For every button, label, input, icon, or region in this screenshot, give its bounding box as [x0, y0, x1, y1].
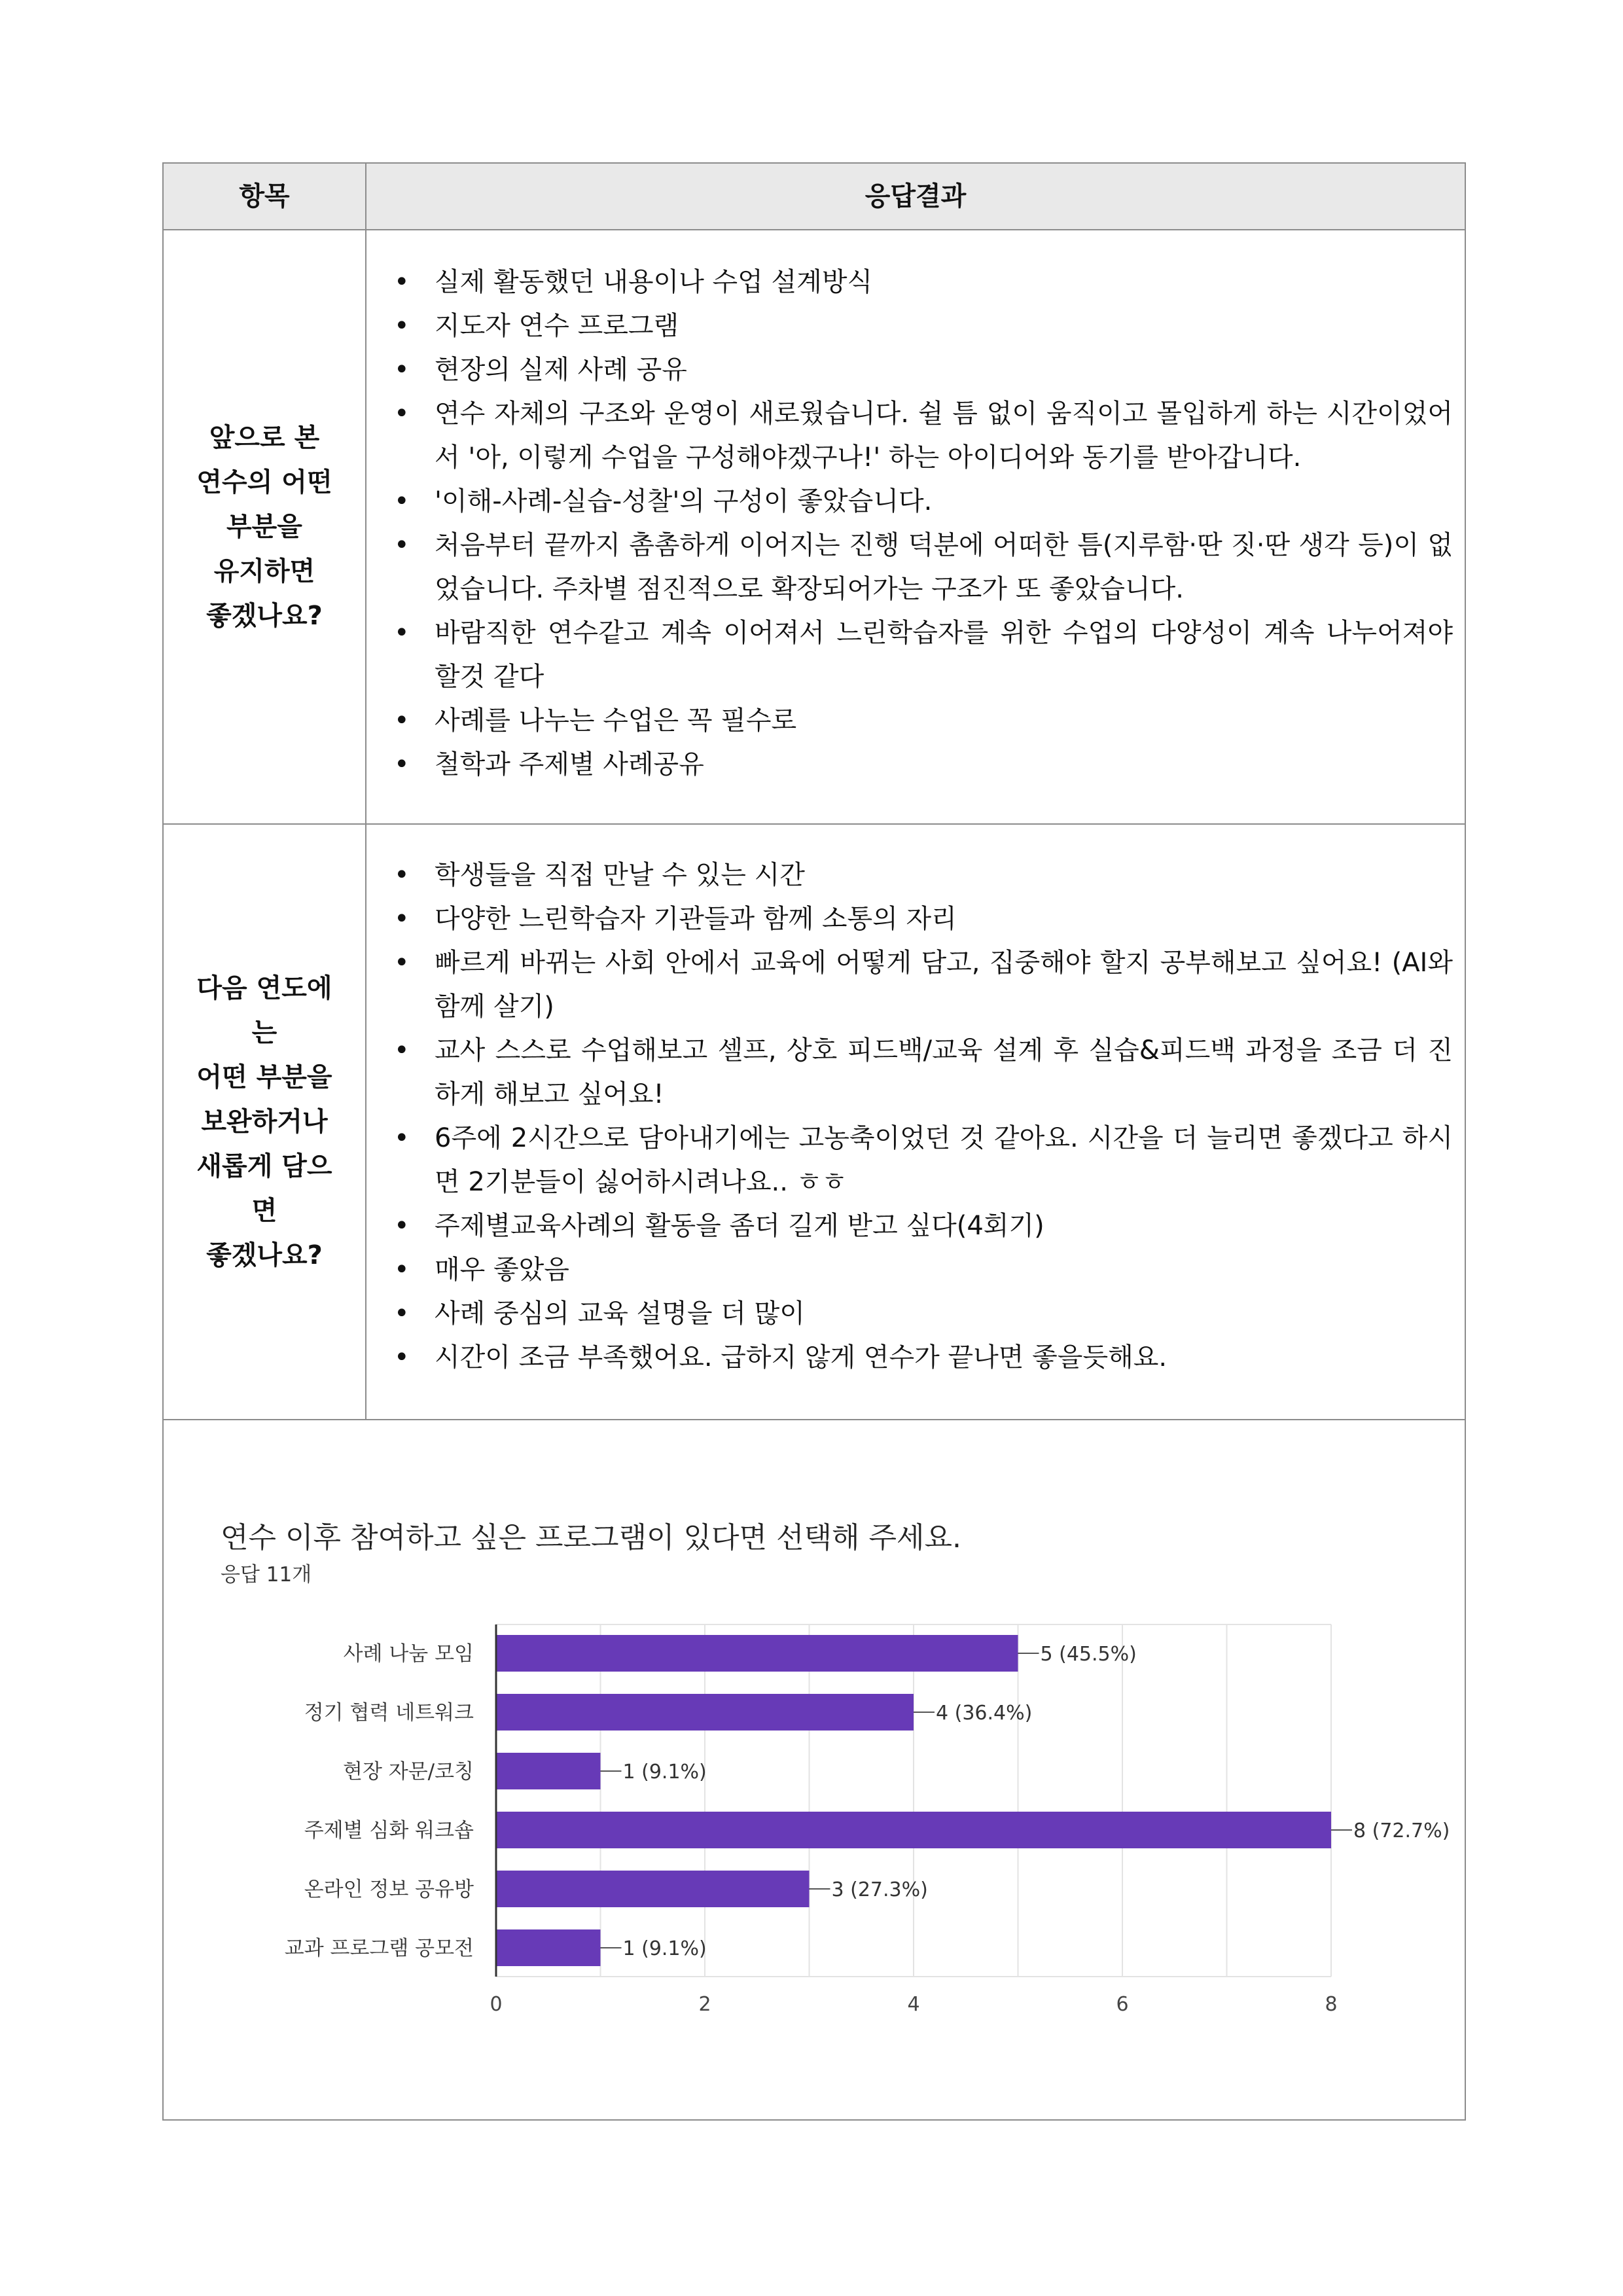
answer-text: 매우 좋았음 — [435, 1255, 569, 1285]
answer-item — [380, 260, 1453, 304]
question-cell-improve — [164, 825, 365, 1419]
answer-text: 다양한 느린학습자 기관들과 함께 소통의 자리 — [435, 904, 957, 934]
bullet-icon: • — [394, 311, 410, 341]
answer-item — [380, 941, 1453, 1029]
bar — [496, 1694, 914, 1731]
answer-text: 주제별교육사례의 활동을 좀더 길게 받고 싶다(4회기) — [435, 1211, 1044, 1241]
answer-item — [380, 524, 1453, 611]
table-header — [164, 164, 1465, 230]
bullet-icon: • — [394, 1211, 410, 1241]
answer-text: 철학과 주제별 사례공유 — [435, 749, 704, 780]
bullet-icon: • — [394, 486, 410, 516]
answer-item — [380, 304, 1453, 348]
x-tick-label: 0 — [490, 1993, 503, 2016]
data-label: 4 (36.4%) — [936, 1702, 1033, 1725]
response-count: 응답 11개 — [221, 1563, 312, 1587]
bar — [496, 1812, 1331, 1848]
bullet-icon: • — [394, 530, 410, 560]
answer-item — [380, 1117, 1453, 1204]
answer-text: 사례 중심의 교육 설명을 더 많이 — [435, 1299, 805, 1329]
answer-item — [380, 1204, 1453, 1248]
category-label: 사례 나눔 모임 — [343, 1642, 474, 1666]
category-label: 현장 자문/코칭 — [343, 1760, 474, 1784]
data-label: 8 (72.7%) — [1353, 1820, 1450, 1842]
x-tick-label: 2 — [698, 1993, 711, 2016]
answer-list-improve — [380, 853, 1453, 1380]
bullet-icon: • — [394, 1299, 410, 1329]
bullet-icon: • — [394, 267, 410, 297]
bar-chart — [164, 1590, 1465, 2022]
x-tick-label: 4 — [907, 1993, 920, 2016]
bullet-icon: • — [394, 860, 410, 890]
answer-text: 사례를 나누는 수업은 꼭 필수로 — [435, 706, 797, 736]
answer-list-keep — [380, 260, 1453, 787]
answer-text: 현장의 실제 사례 공유 — [435, 355, 687, 385]
answer-text: 지도자 연수 프로그램 — [435, 311, 679, 341]
question-improve: 다음 연도에는 어떤 부분을 보완하거나 새롭게 담으면 좋겠나요? — [196, 973, 332, 1270]
bullet-icon: • — [394, 618, 410, 648]
category-label: 주제별 심화 워크숍 — [304, 1819, 474, 1842]
x-tick-label: 8 — [1325, 1993, 1338, 2016]
question-keep: 앞으로 본 연수의 어떤 부분을 유지하면 좋겠나요? — [196, 423, 332, 631]
answer-text: 교사 스스로 수업해보고 셀프, 상호 피드백/교육 설계 후 실습&피드백 과정을 조금 더 진하게 해보고 싶어요! — [435, 1035, 1453, 1109]
answer-text: 학생들을 직접 만날 수 있는 시간 — [435, 860, 805, 890]
answer-item — [380, 897, 1453, 941]
x-tick-label: 6 — [1116, 1993, 1129, 2016]
answer-text: 6주에 2시간으로 담아내기에는 고농축이었던 것 같아요. 시간을 더 늘리면 좋겠다고 하시면 2기분들이 싫어하시려나요.. ㅎㅎ — [435, 1123, 1453, 1197]
header-result: 응답결과 — [865, 181, 967, 211]
answer-item — [380, 853, 1453, 897]
category-label: 교과 프로그램 공모전 — [284, 1937, 474, 1960]
answer-item — [380, 611, 1453, 699]
bullet-icon: • — [394, 1035, 410, 1066]
data-label: 5 (45.5%) — [1040, 1643, 1137, 1666]
column-divider — [365, 164, 366, 1420]
category-label: 온라인 정보 공유방 — [304, 1878, 474, 1901]
bullet-icon: • — [394, 1255, 410, 1285]
bullet-icon: • — [394, 706, 410, 736]
bullet-icon: • — [394, 1342, 410, 1372]
answer-item — [380, 1292, 1453, 1336]
header-item: 항목 — [239, 181, 290, 211]
answer-text: 시간이 조금 부족했어요. 급하지 않게 연수가 끝나면 좋을듯해요. — [435, 1342, 1168, 1372]
bullet-icon: • — [394, 749, 410, 780]
answer-item — [380, 699, 1453, 743]
question-cell-keep — [164, 230, 365, 823]
chart-title: 연수 이후 참여하고 싶은 프로그램이 있다면 선택해 주세요. — [221, 1521, 961, 1554]
bar — [496, 1929, 601, 1966]
bar — [496, 1871, 810, 1907]
bullet-icon: • — [394, 948, 410, 978]
bar — [496, 1753, 601, 1789]
answer-item — [380, 1336, 1453, 1380]
answer-text: '이해-사례-실습-성찰'의 구성이 좋았습니다. — [435, 486, 933, 516]
data-label: 3 (27.3%) — [831, 1878, 928, 1901]
answer-text: 빠르게 바뀌는 사회 안에서 교육에 어떻게 담고, 집중해야 할지 공부해보고 싶어요! (AI와 함께 살기) — [435, 948, 1453, 1022]
answer-item — [380, 348, 1453, 392]
bullet-icon: • — [394, 399, 410, 429]
data-label: 1 (9.1%) — [622, 1761, 707, 1784]
answer-text: 실제 활동했던 내용이나 수업 설계방식 — [435, 267, 873, 297]
answer-item — [380, 743, 1453, 787]
answer-text: 바람직한 연수같고 계속 이어져서 느린학습자를 위한 수업의 다양성이 계속 나누어져야 할것 같다 — [435, 618, 1453, 692]
data-label: 1 (9.1%) — [622, 1937, 707, 1960]
category-label: 정기 협력 네트워크 — [304, 1701, 474, 1725]
row-divider — [164, 1419, 1465, 1420]
answer-item — [380, 1029, 1453, 1117]
bullet-icon: • — [394, 904, 410, 934]
bullet-icon: • — [394, 355, 410, 385]
answer-text: 처음부터 끝까지 촘촘하게 이어지는 진행 덕분에 어떠한 틈(지루함·딴 짓·딴 생각 등)이 없었습니다. 주차별 점진적으로 확장되어가는 구조가 또 좋았습니다. — [435, 530, 1453, 604]
answer-item — [380, 1248, 1453, 1292]
bullet-icon: • — [394, 1123, 410, 1153]
answer-text: 연수 자체의 구조와 운영이 새로웠습니다. 쉴 틈 없이 움직이고 몰입하게 하는 시간이었어서 '아, 이렇게 수업을 구성해야겠구나!' 하는 아이디어와 동기를 받아갑니다. — [435, 399, 1453, 473]
survey-table — [162, 162, 1466, 2121]
answer-item — [380, 392, 1453, 480]
answer-item — [380, 480, 1453, 524]
bar — [496, 1635, 1018, 1672]
